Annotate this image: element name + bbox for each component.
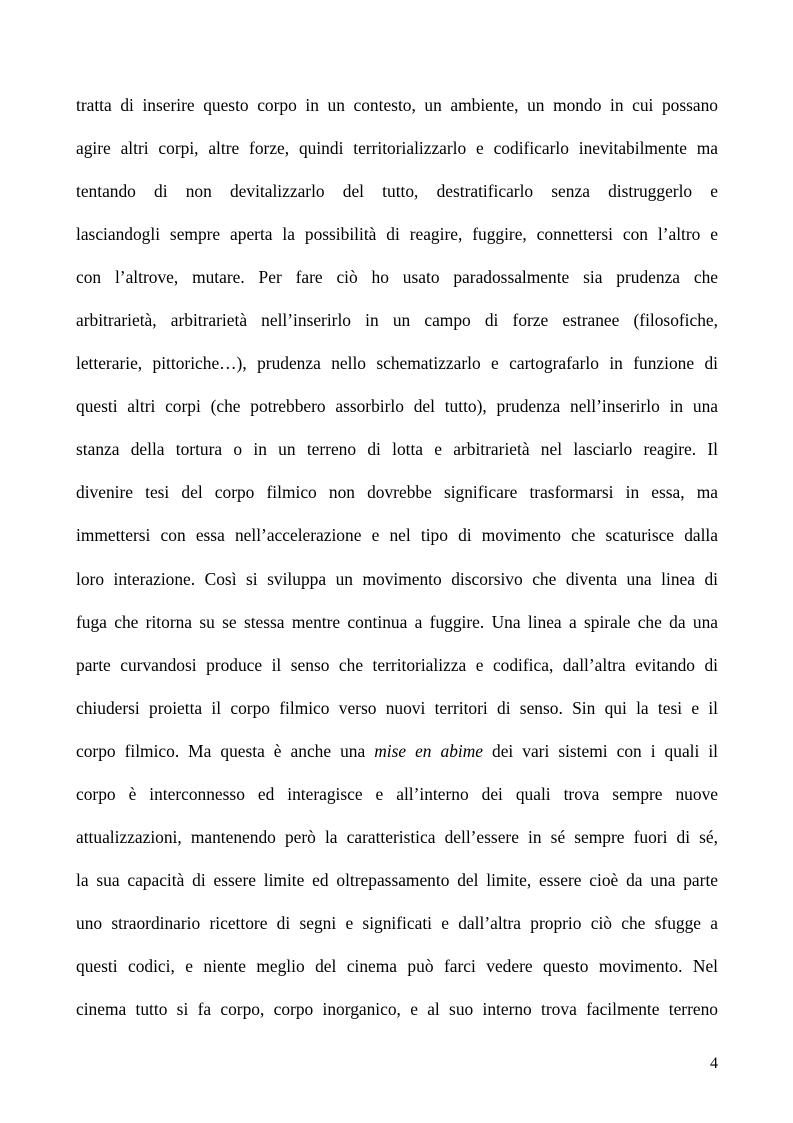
text-line-16-before: corpo filmico. Ma questa è anche una bbox=[76, 740, 375, 761]
text-line-1: tratta di inserire questo corpo in un contesto, un ambiente, un mondo in cui possano bbox=[76, 95, 718, 115]
text-line-2: agire altri corpi, altre forze, quindi territorializzarlo e codificarlo inevitabilmente ma bbox=[76, 138, 718, 159]
text-line-17: corpo è interconnesso ed interagisce e all’interno dei quali trova sempre nuove bbox=[76, 783, 718, 804]
text-line-15: chiudersi proietta il corpo filmico verso nuovi territori di senso. Sin qui la tesi e il bbox=[76, 697, 718, 718]
text-line-7: letterarie, pittoriche…), prudenza nello schematizzarlo e cartografarlo in funzione di bbox=[76, 353, 718, 374]
text-line-4: lasciandogli sempre aperta la possibilità di reagire, fuggire, connettersi con l’altro e bbox=[76, 224, 718, 245]
text-line-21: questi codici, e niente meglio del cinema può farci vedere questo movimento. Nel bbox=[76, 955, 718, 976]
page-number: 4 bbox=[710, 1055, 718, 1072]
text-line-3: tentando di non devitalizzarlo del tutto, destratificarlo senza distruggerlo e bbox=[76, 181, 718, 202]
text-line-8: questi altri corpi (che potrebbero assorbirlo del tutto), prudenza nell’inserirlo in una bbox=[76, 396, 718, 417]
text-line-22: cinema tutto si fa corpo, corpo inorganico, e al suo interno trova facilmente terreno bbox=[76, 998, 718, 1019]
text-line-6: arbitrarietà, arbitrarietà nell’inserirlo in un campo di forze estranee (filosofiche, bbox=[76, 310, 718, 331]
text-line-16 bbox=[76, 737, 718, 780]
italic-phrase: mise en abime bbox=[374, 740, 484, 761]
text-line-20: uno straordinario ricettore di segni e significati e dall’altra proprio ciò che sfugge a bbox=[76, 912, 718, 933]
text-line-9: stanza della tortura o in un terreno di lotta e arbitrarietà nel lasciarlo reagire. Il bbox=[76, 439, 718, 460]
text-line-18: attualizzazioni, mantenendo però la caratteristica dell’essere in sé sempre fuori di sé, bbox=[76, 826, 718, 847]
text-line-11: immettersi con essa nell’accelerazione e nel tipo di movimento che scaturisce dalla bbox=[76, 525, 718, 546]
body-text bbox=[76, 91, 718, 1038]
text-line-12: loro interazione. Così si sviluppa un movimento discorsivo che diventa una linea di bbox=[76, 568, 718, 589]
text-line-5: con l’altrove, mutare. Per fare ciò ho usato paradossalmente sia prudenza che bbox=[76, 267, 718, 288]
text-line-10: divenire tesi del corpo filmico non dovrebbe significare trasformarsi in essa, ma bbox=[76, 482, 718, 503]
text-line-16-after: dei vari sistemi con i quali il bbox=[483, 740, 718, 761]
text-line-13: fuga che ritorna su se stessa mentre continua a fuggire. Una linea a spirale che da una bbox=[76, 611, 718, 632]
text-line-19: la sua capacità di essere limite ed oltrepassamento del limite, essere cioè da una parte bbox=[76, 869, 718, 890]
text-line-14: parte curvandosi produce il senso che territorializza e codifica, dall’altra evitando di bbox=[76, 654, 718, 675]
